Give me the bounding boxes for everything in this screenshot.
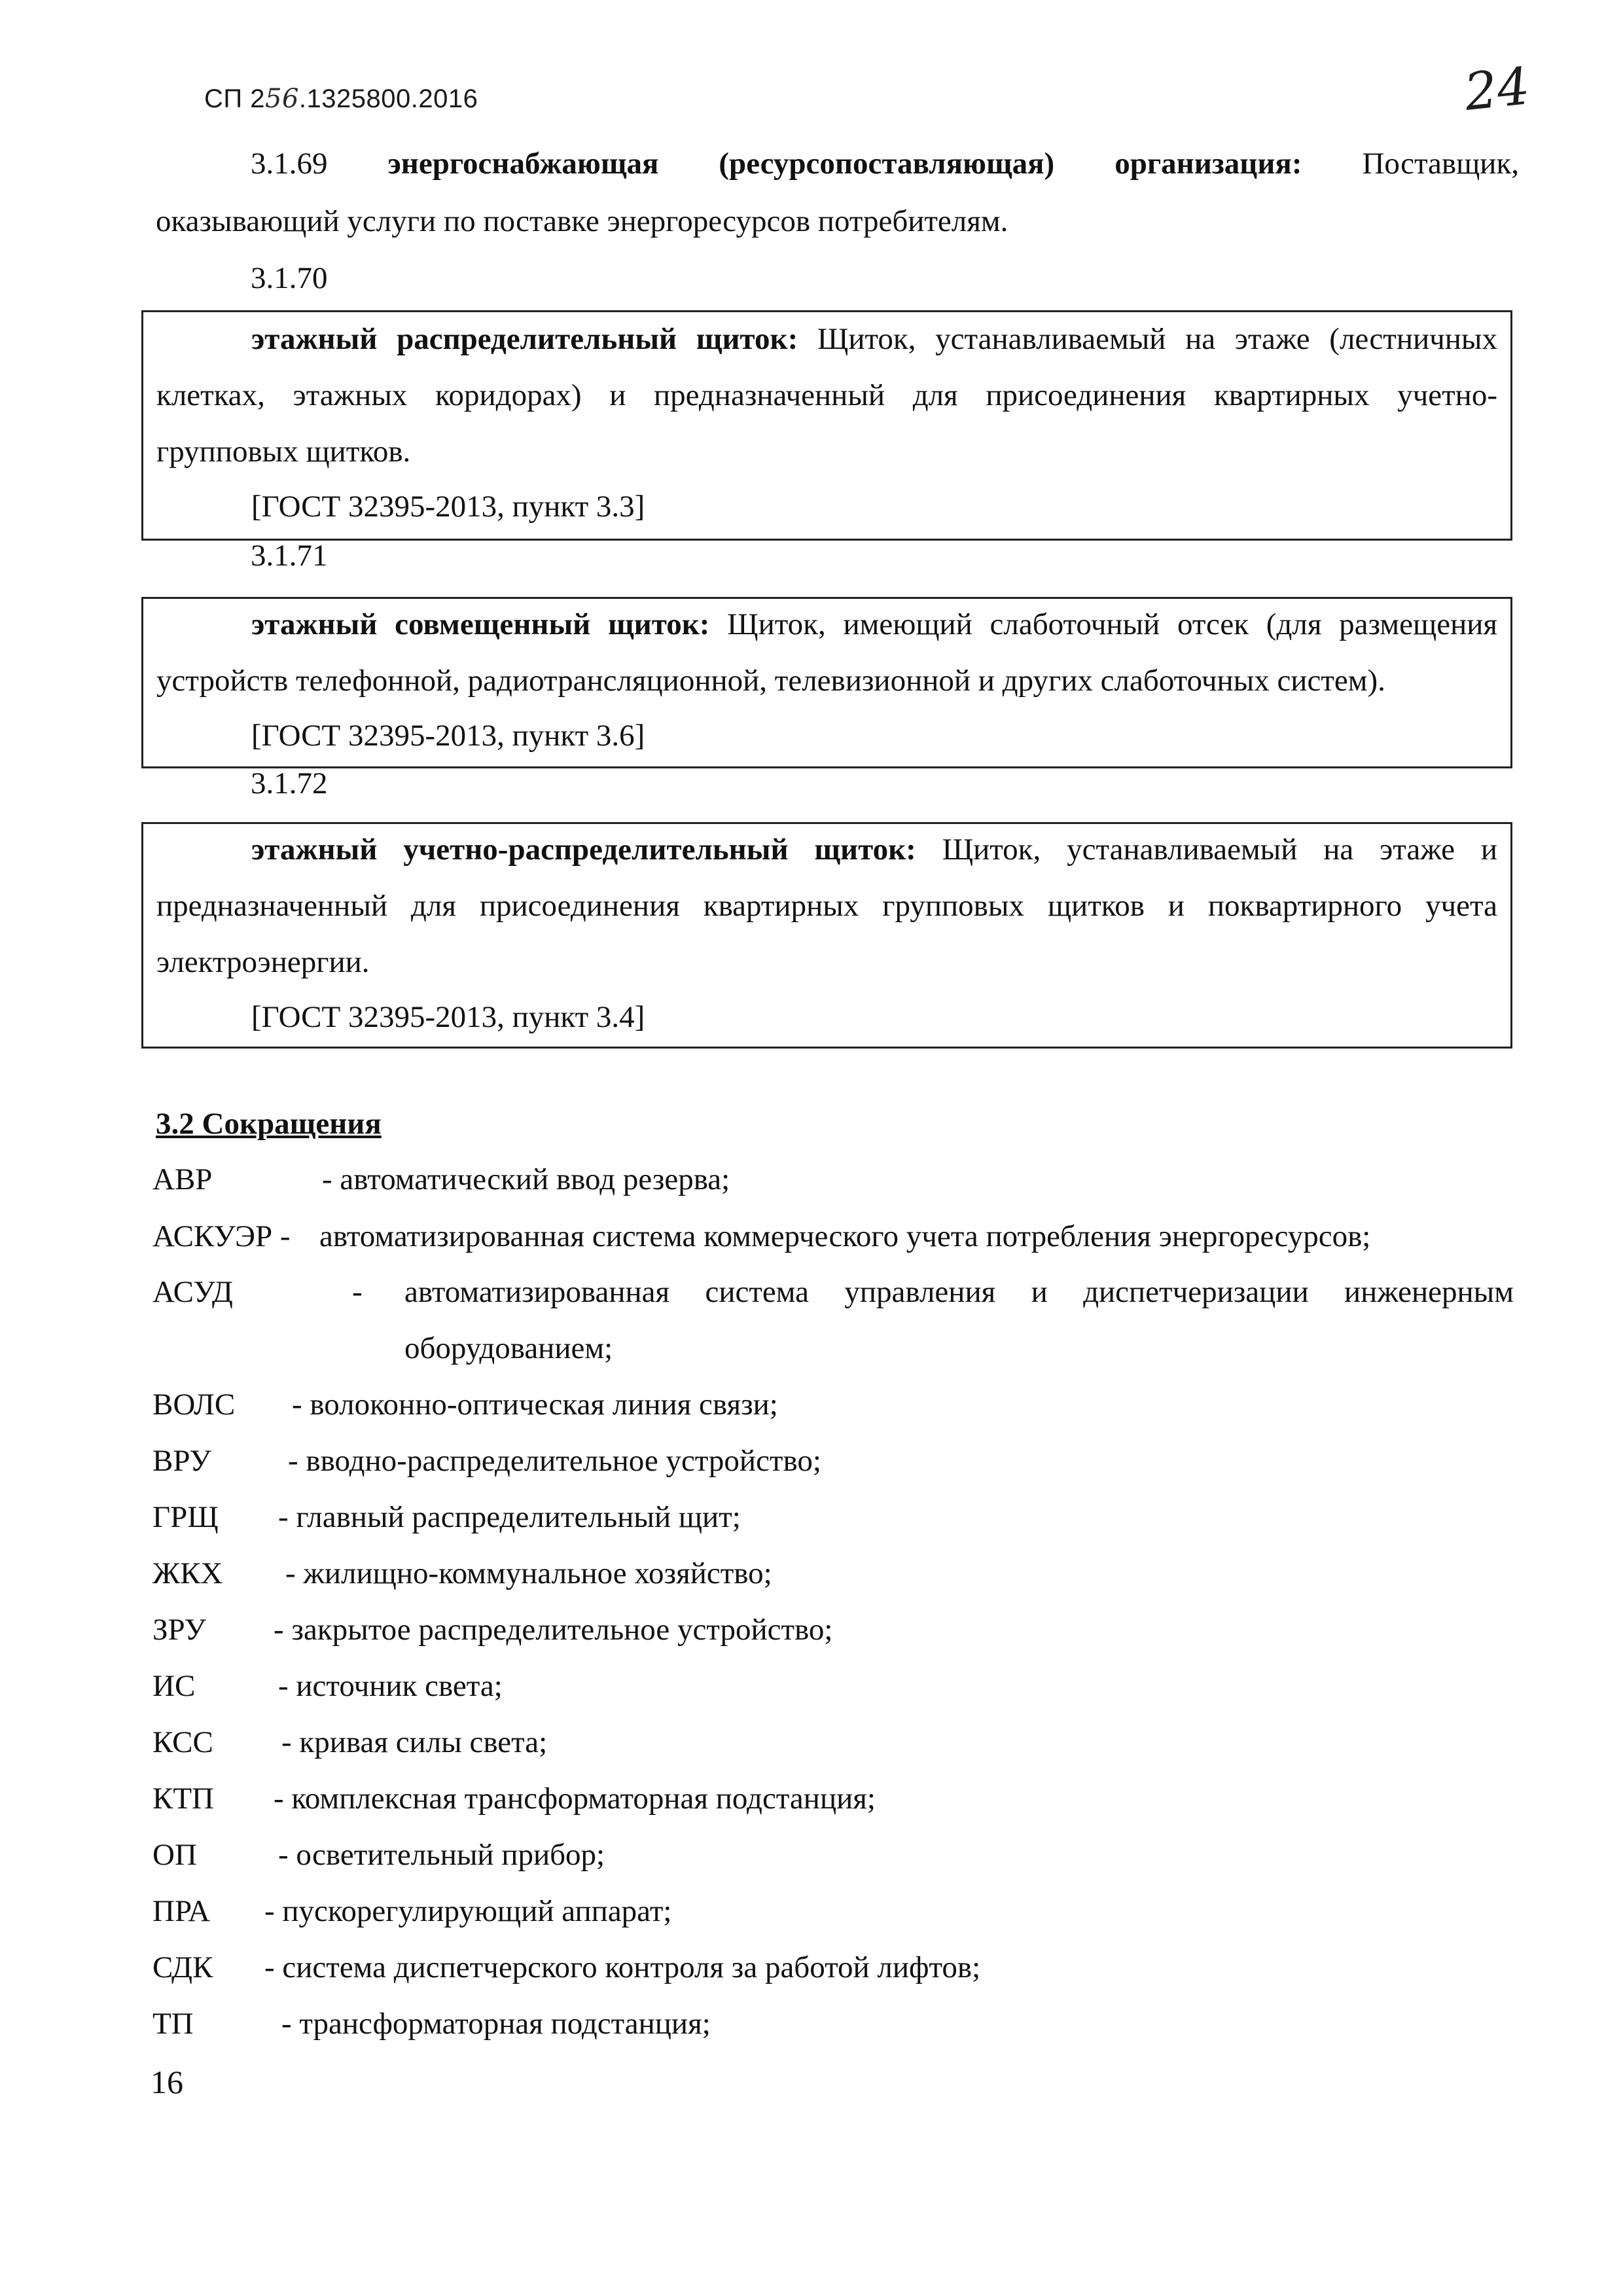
term-number: 3.1.71 [251, 539, 328, 573]
definition-line: устройств телефонной, радиотрансляционной, телевизионной и других слаботочных систем). [156, 664, 1385, 698]
abbreviation-dash: - [352, 1275, 363, 1309]
abbreviation-meaning: - осветительный прибор; [278, 1838, 605, 1872]
abbreviation: ГРЩ [152, 1500, 219, 1534]
definition-box-3-1-71 [141, 597, 1512, 768]
term-definition-start: Поставщик, [1362, 147, 1520, 181]
abbreviation-meaning: - закрытое распределительное устройство; [274, 1613, 833, 1647]
definition-line [251, 321, 1497, 357]
abbreviation-meaning: - главный распределительный щит; [278, 1500, 741, 1534]
abbreviation: ЗРУ [152, 1613, 206, 1647]
definition-line: клетках, этажных коридорах) и предназначенный для присоединения квартирных учетно- [156, 378, 1497, 412]
definition-text: Щиток, устанавливаемый на этаже и [916, 833, 1498, 867]
definition-source: [ГОСТ 32395-2013, пункт 3.4] [251, 1000, 645, 1034]
term-name-part2: (ресурсопоставляющая) [719, 147, 1055, 181]
abbreviation: ВОЛС [152, 1388, 236, 1422]
abbreviation: ИС [152, 1669, 196, 1703]
abbreviation-meaning: автоматизированная система коммерческого учета потребления энергоресурсов; [319, 1219, 1371, 1253]
abbreviation-meaning: - автоматический ввод резерва; [322, 1162, 730, 1196]
handwritten-sheet-number: 24 [1461, 57, 1533, 122]
abbreviation-meaning: - волоконно-оптическая линия связи; [292, 1388, 778, 1422]
definition-text: Щиток, имеющий слаботочный отсек (для размещения [709, 607, 1497, 641]
abbreviation-meaning: - жилищно-коммунальное хозяйство; [285, 1556, 772, 1590]
abbreviation: АВР [152, 1162, 213, 1196]
definition-text: Щиток, устанавливаемый на этаже (лестничных [798, 322, 1498, 356]
abbreviation-meaning: - трансформаторная подстанция; [281, 2007, 711, 2041]
abbreviation: СДК [152, 1950, 213, 1984]
abbreviation-meaning: - вводно-распределительное устройство; [288, 1444, 821, 1478]
abbreviation-meaning: - источник света; [278, 1669, 503, 1703]
abbreviation: АСКУЭР - [152, 1219, 291, 1253]
definition-line: предназначенный для присоединения квартирных групповых щитков и поквартирного учета [156, 889, 1497, 923]
abbreviation: КТП [152, 1782, 214, 1816]
abbreviation-meaning: - система диспетчерского контроля за работой лифтов; [264, 1950, 981, 1984]
abbreviation-meaning: - комплексная трансформаторная подстанция; [274, 1782, 876, 1816]
abbreviation-meaning: - кривая силы света; [281, 1725, 548, 1759]
document-code [204, 84, 478, 114]
term-name-part1: энергоснабжающая [387, 147, 659, 181]
term-name: этажный совмещенный щиток: [251, 607, 710, 641]
page-number: 16 [151, 2064, 183, 2100]
document-code-suffix: .1325800.2016 [298, 84, 478, 113]
abbreviation: ЖКХ [152, 1556, 223, 1590]
definition-line: электроэнергии. [156, 945, 370, 979]
definition-line: групповых щитков. [156, 435, 411, 469]
abbreviation: ОП [152, 1838, 197, 1872]
abbreviation-meaning: - пускорегулирующий аппарат; [264, 1894, 672, 1928]
definition-box-3-1-72 [141, 822, 1512, 1049]
definition-line [251, 832, 1497, 867]
term-number: 3.1.69 [251, 147, 328, 181]
abbreviation: ВРУ [152, 1444, 211, 1478]
abbreviation: ТП [152, 2007, 194, 2041]
term-name: этажный учетно-распределительный щиток: [251, 833, 916, 867]
term-number: 3.1.70 [251, 261, 328, 295]
abbreviation: ПРА [152, 1894, 211, 1928]
section-title: 3.2 Сокращения [156, 1107, 382, 1141]
definition-line [251, 607, 1497, 642]
term-name: этажный распределительный щиток: [251, 322, 798, 356]
abbreviation-meaning-continued: оборудованием; [404, 1331, 613, 1365]
abbreviation: АСУД [152, 1275, 233, 1309]
definition-box-3-1-70 [141, 310, 1512, 541]
document-code-prefix: СП 2 [204, 84, 265, 113]
term-3-1-69-line1 [156, 135, 1519, 192]
term-number: 3.1.72 [251, 766, 328, 800]
definition-source: [ГОСТ 32395-2013, пункт 3.3] [251, 490, 645, 524]
term-name-part3: организация: [1115, 147, 1302, 181]
document-code-handwritten: 56 [265, 84, 299, 114]
term-3-1-69-line2: оказывающий услуги по поставке энергоресурсов потребителям. [156, 204, 1008, 238]
abbreviation: КСС [152, 1725, 213, 1759]
definition-source: [ГОСТ 32395-2013, пункт 3.6] [251, 719, 645, 753]
abbreviation-meaning: автоматизированная система управления и диспетчеризации инженерным [404, 1275, 1514, 1309]
